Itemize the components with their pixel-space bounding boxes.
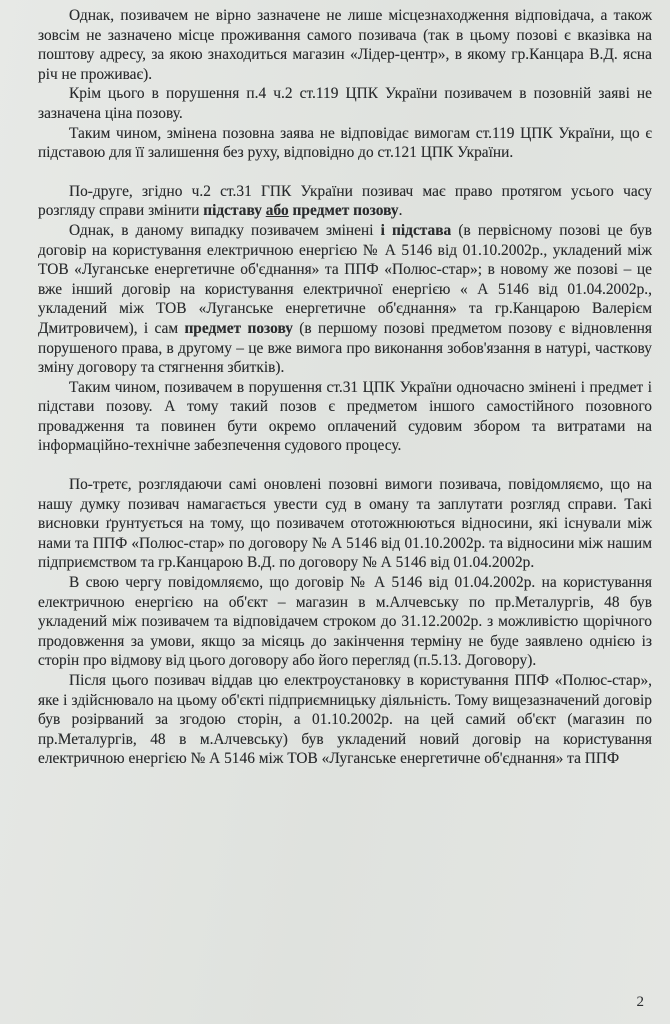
paragraph-after-that: Після цього позивач віддав цю електроустановку в користування ППФ «Полюс-стар», яке і здійснювало на цьому об'єкті підприємницьку діяльність. Тому вищезазначений договір був розірваний за згодою сторін, а 01.10.2002р. на цей самий об'єкт (магазин по пр.Металургів, 48 в м.Алчевську) був укладений новий договір на користування електричною енергією № А 5146 між ТОВ «Луганське енергетичне об'єднання» та ППФ	[38, 672, 652, 768]
paragraph-location-address: Однак, позивачем не вірно зазначене не лише місцезнаходження відповідача, а також зовсім не зазначено місце проживання самого позивача (так в цьому позові є вказівка на поштову адресу, за якою знаходиться магазин «Лідер-центр», в якому гр.Канцара В.Д. ясна річ не проживає).	[38, 7, 652, 83]
bold-term-subject: предмет позову	[184, 319, 293, 337]
paragraph-claim-price: Крім цього в порушення п.4 ч.2 ст.119 ЦПК України позивачем в позовній заяві не зазначена ціна позову.	[38, 85, 652, 122]
paragraph-conclusion-art119: Таким чином, змінена позовна заява не відповідає вимогам ст.119 ЦПК України, що є підставою для її залишення без руху, відповідно до ст.121 ЦПК України.	[38, 124, 652, 162]
document-body	[38, 6, 652, 769]
bold-term-basis: підставу	[203, 202, 262, 220]
text-run: (в первісному позові це був договір на користування електричною енергією № А 5146 від 01.10.2002р., укладений між ТОВ «Луганське енергетичне об'єднання» та ППФ «Полюс-стар»; в новому же позові – це вже інший договір на користування електричної енергією « А 5146 від 01.04.2002р., укладений між ТОВ «Луганське енергетичне об'єднання» та гр.Канцарою Валерієм Дмитровичем), і сам	[38, 221, 652, 337]
paragraph-secondly: По-друге, згідно ч.2 ст.31 ГПК України позивач має право протягом усього часу розгляду справи змінити підставу або предмет позову.	[38, 182, 652, 220]
paragraph-contract-details: В свою чергу повідомляємо, що договір № А 5146 від 01.04.2002р. на користування електричною енергією на об'єкт – магазин в м.Алчевську по пр.Металургів, 48 був укладений між позивачем та відповідачем строком до 31.12.2002р. з можливістю щорічного продовження за умови, якщо за місяць до закінчення терміну не буде заявлено однією із сторін про відмову від цього договору або його перегляд (п.5.13. Договору).	[38, 574, 652, 670]
page-number: 2	[636, 994, 644, 1010]
paragraph-conclusion-art31: Таким чином, позивачем в порушення ст.31 ЦПК України одночасно змінені і предмет і підстави позову. А тому такий позов є предметом іншого самостійного позовного провадження та повинен бути окремо оплачений судовим збором та витратами на інформаційно-технічне забезпечення судового процесу.	[38, 378, 652, 455]
paragraph-thirdly: По-третє, розглядаючи самі оновлені позовні вимоги позивача, повідомляємо, що на нашу думку позивач намагається увести суд в оману та заплутати розгляд справи. Такі висновки ґрунтується на тому, що позивачем ототожнюються відносини, які існували між нами та ППФ «Полюс-стар» по договору № А 5146 від 01.10.2002р. та відносини між нашим підприємством та гр.Канцарою В.Д. по договору № А 5146 від 01.04.2002р.	[38, 476, 652, 572]
bold-underlined-or: або	[265, 202, 289, 220]
bold-term-subject: предмет позову	[292, 202, 399, 220]
bold-term-basis: і підстава	[380, 221, 452, 239]
paragraph-changed-basis	[38, 221, 652, 378]
text-run: (в першому позові предметом позову є відновлення порушеного права, в другому – це вже вимога про виконання зобов'язання в натурі, часткову зміну договору та стягнення збитків).	[38, 319, 652, 377]
text-run: Однак, в даному випадку позивачем змінені	[69, 221, 381, 239]
text-run: По-друге, згідно ч.2 ст.31 ГПК України позивач має право протягом усього часу розгляду справи змінити	[38, 182, 652, 220]
